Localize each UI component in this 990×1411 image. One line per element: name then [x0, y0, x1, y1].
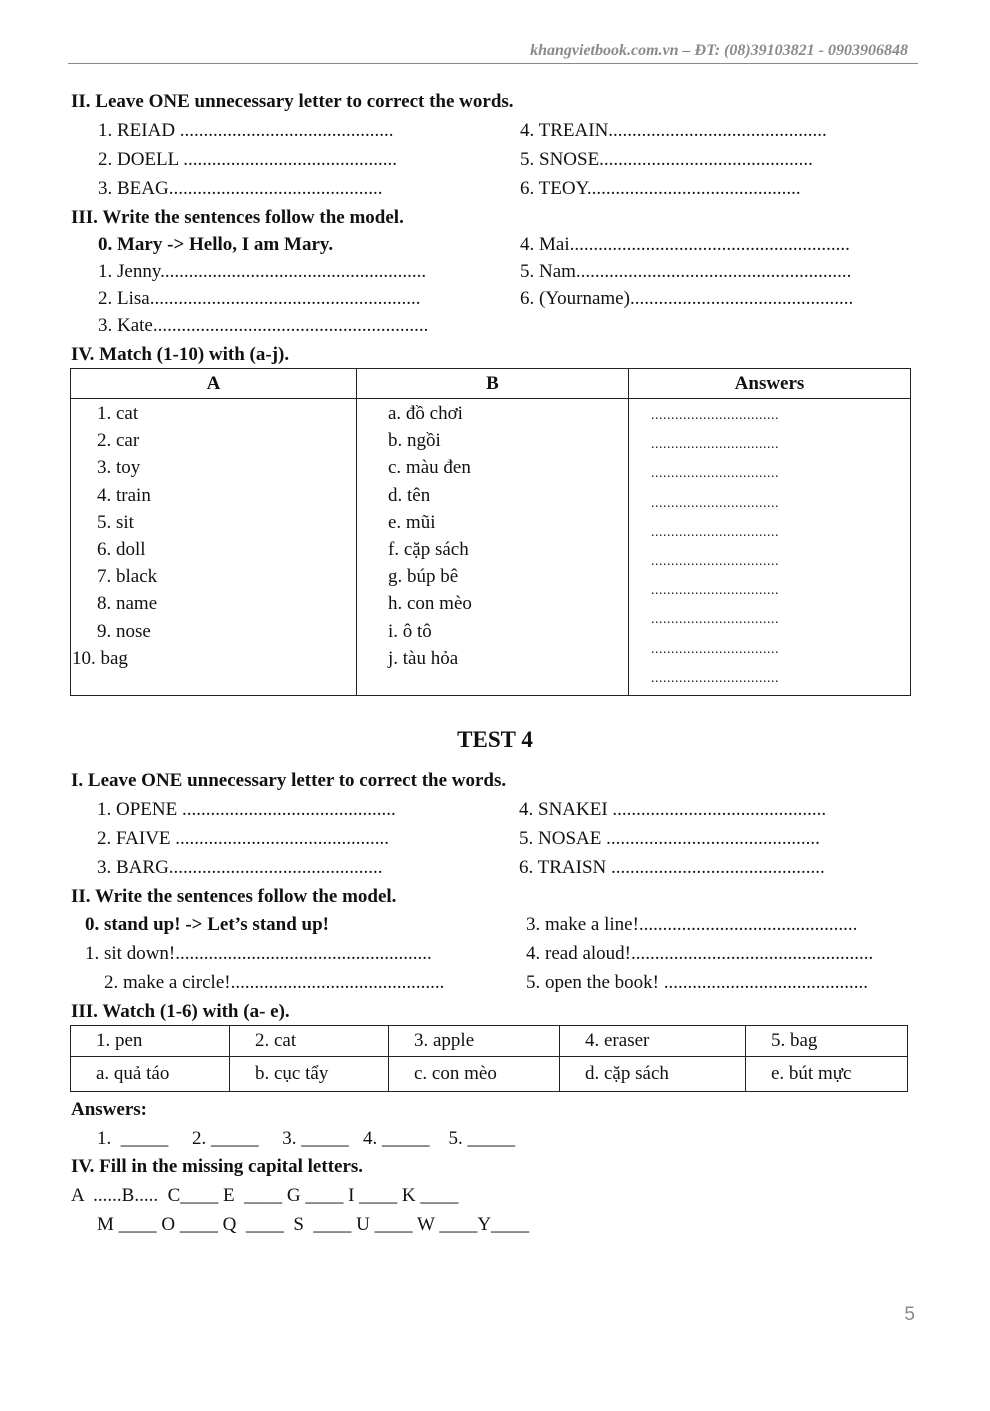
table-cell: a. quả táo [71, 1057, 230, 1092]
alphabet-line[interactable]: A ......B..... C____ E ____ G ____ I ____ K ____ [71, 1185, 459, 1206]
match-table [70, 368, 911, 696]
exercise-item: 6. (Yourname)............................................... [520, 288, 854, 309]
exercise-item: 2. FAIVE ............................................. [97, 828, 390, 849]
answer-blank[interactable]: ................................ [651, 670, 779, 686]
table-cell: c. con mèo [389, 1057, 560, 1092]
table-cell: 4. eraser [560, 1026, 746, 1057]
section-title: IV. Match (1-10) with (a-j). [71, 344, 290, 365]
list-item: e. mũi [388, 511, 436, 533]
answer-blank[interactable]: ................................ [651, 641, 779, 657]
alphabet-line[interactable]: M ____ O ____ Q ____ S ____ U ____ W ____Y____ [97, 1214, 530, 1235]
answer-blank[interactable]: ................................ [651, 466, 779, 482]
section-title: III. Write the sentences follow the model. [71, 207, 404, 228]
column-b-list [357, 399, 628, 672]
list-item: g. búp bê [388, 566, 459, 588]
list-item: d. tên [388, 484, 431, 506]
list-item: 2. car [97, 430, 140, 452]
section-title: II. Leave ONE unnecessary letter to correct the words. [71, 91, 514, 112]
list-item: h. con mèo [388, 593, 472, 615]
list-item: 7. black [97, 566, 158, 588]
list-item: j. tàu hỏa [388, 647, 459, 669]
list-item: 3. toy [97, 457, 141, 479]
answer-blank[interactable]: ................................ [651, 553, 779, 569]
answers-list [629, 399, 910, 695]
list-item: i. ô tô [388, 620, 432, 642]
table-cell: 3. apple [389, 1026, 560, 1057]
exercise-item: 6. TRAISN ............................................. [519, 857, 825, 878]
header-divider [68, 63, 918, 64]
answer-blank[interactable]: ................................ [651, 408, 779, 423]
test-title: TEST 4 [457, 727, 533, 752]
answer-blank[interactable]: ................................ [651, 437, 779, 453]
exercise-item: 4. Mai........................................................... [520, 234, 850, 255]
list-item: 5. sit [97, 511, 134, 533]
exercise-item: 2. DOELL ............................................. [98, 149, 398, 170]
exercise-item: 1. OPENE ............................................. [97, 799, 396, 820]
list-item: 8. name [97, 593, 158, 615]
exercise-item: 2. make a circle!............................................. [104, 972, 445, 993]
answers-line[interactable]: 1. _____ 2. _____ 3. _____ 4. _____ 5. _____ [97, 1128, 515, 1149]
exercise-item: 6. TEOY............................................. [520, 178, 801, 199]
exercise-item: 4. SNAKEI ............................................. [519, 799, 827, 820]
list-item: 6. doll [97, 538, 146, 560]
example-item: 0. stand up! -> Let’s stand up! [85, 914, 329, 935]
exercise-item: 2. Lisa......................................................... [98, 288, 421, 309]
list-item: c. màu đen [388, 457, 471, 479]
column-a-list [71, 399, 356, 672]
exercise-item: 5. Nam.......................................................... [520, 261, 852, 282]
section-title: II. Write the sentences follow the model. [71, 886, 397, 907]
exercise-item: 1. Jenny........................................................ [98, 261, 427, 282]
answer-blank[interactable]: ................................ [651, 495, 779, 511]
exercise-item: 1. sit down!...................................................... [85, 943, 432, 964]
section-title: IV. Fill in the missing capital letters. [71, 1156, 364, 1177]
answer-blank[interactable]: ................................ [651, 583, 779, 599]
answer-blank[interactable]: ................................ [651, 612, 779, 628]
list-item: b. ngồi [388, 430, 441, 452]
exercise-item: 1. REIAD ............................................. [98, 120, 394, 141]
exercise-item: 3. BEAG............................................. [98, 178, 383, 199]
column-header-a: A [71, 369, 357, 399]
list-item: 4. train [97, 484, 151, 506]
column-header-answers: Answers [629, 369, 911, 399]
exercise-item: 5. NOSAE ............................................. [519, 828, 820, 849]
exercise-item: 5. open the book! ........................................... [526, 972, 868, 993]
exercise-item: 3. Kate.......................................................... [98, 315, 429, 336]
answers-label: Answers: [71, 1099, 147, 1120]
header-text: khangvietbook.com.vn – ĐT: (08)39103821 - 0903906848 [530, 42, 908, 59]
table-cell: d. cặp sách [560, 1057, 746, 1092]
section-title: I. Leave ONE unnecessary letter to correct the words. [71, 770, 507, 791]
table-cell: 5. bag [746, 1026, 908, 1057]
section-title: III. Watch (1-6) with (a- e). [71, 1001, 290, 1022]
table-cell: 1. pen [71, 1026, 230, 1057]
example-item: 0. Mary -> Hello, I am Mary. [98, 234, 334, 255]
table-cell: 2. cat [230, 1026, 389, 1057]
list-item: 1. cat [97, 403, 139, 424]
list-item: f. cặp sách [388, 538, 469, 560]
column-header-b: B [357, 369, 629, 399]
list-item: 9. nose [97, 620, 151, 642]
exercise-item: 3. make a line!.............................................. [526, 914, 858, 935]
answer-blank[interactable]: ................................ [651, 524, 779, 540]
exercise-item: 4. TREAIN.............................................. [520, 120, 827, 141]
list-item: 10. bag [72, 647, 128, 669]
table-cell: e. bút mực [746, 1057, 908, 1092]
page-number: 5 [904, 1304, 915, 1325]
exercise-item: 4. read aloud!................................................... [526, 943, 874, 964]
table-cell: b. cục tẩy [230, 1057, 389, 1092]
exercise-item: 3. BARG............................................. [97, 857, 383, 878]
exercise-item: 5. SNOSE............................................. [520, 149, 813, 170]
watch-table [70, 1025, 908, 1092]
list-item: a. đồ chơi [388, 403, 463, 424]
